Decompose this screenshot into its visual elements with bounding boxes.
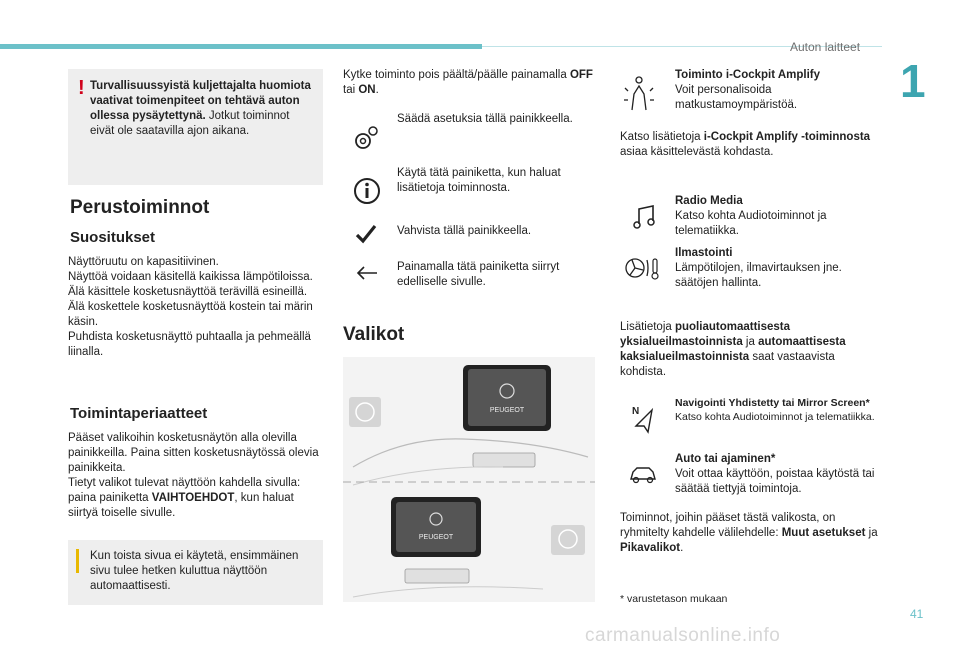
chapter-number: 1	[900, 55, 926, 107]
confirm-description: Vahvista tällä painikkeella.	[397, 225, 532, 237]
settings-description: Säädä asetuksia tällä painikkeella.	[397, 113, 573, 125]
icockpit-block: Toiminto i-Cockpit Amplify Voit personalisoida matkustamoympäristöä.	[675, 69, 821, 111]
warning-box	[68, 69, 323, 185]
menus-heading: Valikot	[343, 324, 405, 345]
radio-media-block: Radio Media Katso kohta Audiotoiminnot ja telematiikka.	[675, 195, 827, 237]
dashboard-illustration	[343, 357, 595, 602]
car-icon	[628, 465, 658, 485]
back-description: Painamalla tätä painiketta siirryt edelliselle sivulle.	[397, 261, 560, 288]
info-description: Käytä tätä painiketta, kun haluat lisätietoja toiminnosta.	[397, 167, 561, 194]
icockpit-more-text: Katso lisätietoja i-Cockpit Amplify -toiminnosta asiaa käsittelevästä kohdasta.	[620, 131, 871, 158]
settings-gear-icon	[350, 124, 380, 154]
principles-heading: Toimintaperiaatteet	[70, 405, 208, 422]
info-icon	[352, 176, 382, 206]
screen-logo-text-bottom: PEUGEOT	[418, 534, 454, 541]
onoff-intro: Kytke toiminto pois päältä/päälle painamalla OFF tai ON.	[343, 69, 593, 96]
basics-heading: Perustoiminnot	[70, 197, 210, 218]
section-title: Auton laitteet	[790, 40, 861, 54]
climate-fan-icon	[624, 255, 660, 281]
checkmark-icon	[355, 224, 377, 244]
back-arrow-icon	[355, 264, 379, 282]
page-number: 41	[910, 607, 924, 621]
info-marker-icon	[76, 549, 79, 573]
info-text: Kun toista sivua ei käytetä, ensimmäinen sivu tulee hetken kuluttua näyttöön automaattisesti.	[90, 550, 299, 592]
navigation-block: Navigointi Yhdistetty tai Mirror Screen* Katso kohta Audiotoiminnot ja telematiikka.	[675, 397, 875, 423]
dashboard-drawing	[343, 357, 595, 602]
climate-block: Ilmastointi Lämpötilojen, ilmavirtauksen jne. säätöjen hallinta.	[675, 247, 842, 289]
principles-text: Pääset valikoihin kosketusnäytön alla olevilla painikkeilla. Paina sitten kosketusnäytössä olevia painikkeita. Tietyt valikot tulevat näyttöön kahdella sivulla: paina painiketta VAIHTOEHDOT, kun haluat siirtyä toiselle sivulle.	[68, 432, 319, 519]
car-block: Auto tai ajaminen* Voit ottaa käyttöön, poistaa käytöstä tai säätää tiettyjä toimintoja.	[675, 453, 875, 495]
footnote: * varustetason mukaan	[620, 593, 728, 605]
warning-exclamation-icon: !	[78, 77, 85, 99]
icockpit-amplify-icon	[622, 74, 656, 114]
screen-logo-text-top: PEUGEOT	[489, 407, 525, 414]
warning-text: Turvallisuussyistä kuljettajalta huomiota vaativat toimenpiteet on tehtävä auton ollessa pysäytettynä. Jotkut toiminnot eivät ole saatavilla ajon aikana.	[90, 80, 311, 137]
recommendations-text: Näyttöruutu on kapasitiivinen. Näyttöä voidaan käsitellä kaikissa lämpötiloissa. Älä käsittele kosketusnäyttöä terävillä esineillä. Älä koskettele kosketusnäyttöä kostein tai märin käsin. Puhdista kosketusnäyttö puhtaalla ja pehmeällä liinalla.	[68, 256, 313, 358]
header-accent-bar	[0, 44, 482, 49]
svg-text:N: N	[632, 406, 640, 417]
tabs-text: Toiminnot, joihin pääset tästä valikosta, on ryhmitelty kahdelle välilehdelle: Muut asetukset ja Pikavalikot.	[620, 512, 878, 554]
music-note-icon	[632, 204, 656, 230]
info-box	[68, 540, 323, 605]
climate-more-text: Lisätietoja puoliautomaattisesta yksialueilmastoinnista ja automaattisesta kaksialueilmastoinnista saat vastaavista kohdista.	[620, 321, 846, 378]
watermark: carmanualsonline.info	[585, 625, 781, 646]
recommendations-heading: Suositukset	[70, 229, 156, 246]
navigation-icon	[630, 404, 658, 434]
